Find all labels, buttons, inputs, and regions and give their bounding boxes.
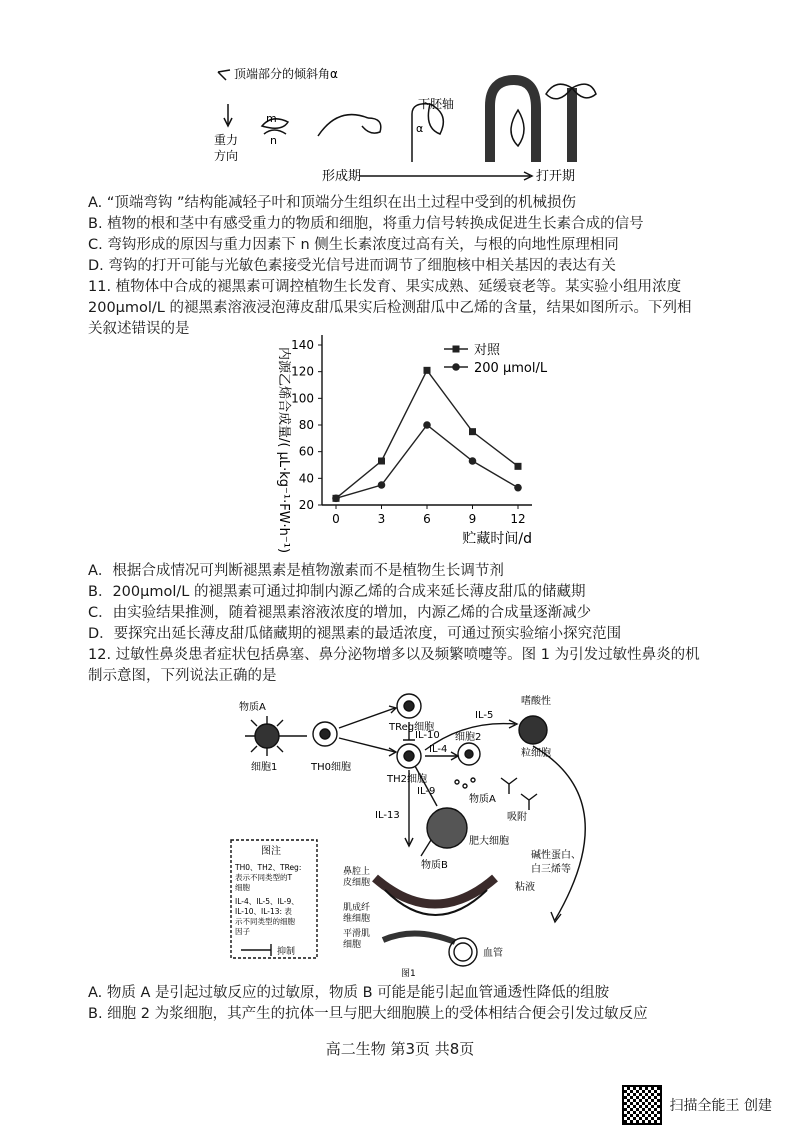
fig3-epithelial-1: 鼻腔上	[343, 867, 371, 877]
x-tick-label: 9	[468, 512, 477, 526]
data-point-circle	[469, 457, 477, 465]
fig3-adsorb: 吸附	[507, 812, 527, 823]
fig3-legend-il-2: IL-10、IL-13: 表	[235, 907, 292, 916]
q10-option-b: B. 植物的根和茎中有感受重力的物质和细胞，将重力信号转换成促进生长素合成的信号	[88, 216, 644, 232]
q10-option-a: A. “顶端弯钩 ”结构能减轻子叶和顶端分生组织在出土过程中受到的机械损伤	[88, 195, 577, 211]
q11-option-a: A．根据合成情况可判断褪黑素是植物激素而不是植物生长调节剂	[88, 563, 504, 579]
legend-label: 对照	[474, 343, 501, 358]
data-point-circle	[514, 484, 522, 492]
y-tick-label: 40	[298, 471, 314, 486]
q12-stem-2: 制示意图，下列说法正确的是	[88, 668, 277, 684]
x-tick-label: 6	[423, 512, 431, 526]
fig3-legend-il-1: IL-4、IL-5、IL-9、	[235, 897, 299, 906]
q11-option-d: D．要探究出延长薄皮甜瓜储藏期的褪黑素的最适浓度，可通过预实验缩小探究范围	[88, 626, 622, 642]
fig3-smooth-2: 细胞	[343, 940, 362, 950]
scanner-label: 扫描全能王 创建	[669, 1098, 772, 1114]
data-point-square	[469, 428, 476, 435]
fig3-il10: IL-10	[415, 730, 440, 741]
fig3-legend-il-3: 示不同类型的细胞	[235, 917, 295, 926]
fig1-top-label: 顶端部分的倾斜角α	[234, 67, 338, 81]
fig3-il4: IL-4	[429, 744, 448, 755]
y-tick-label: 140	[291, 338, 314, 352]
y-axis-label: 内源乙烯合成量/( μL·kg⁻¹·FW·h⁻¹)	[276, 347, 291, 554]
page-footer: 高二生物 第3页 共8页	[325, 1040, 475, 1058]
scanner-watermark	[622, 1085, 772, 1125]
q11-option-c: C．由实验结果推测，随着褪黑素溶液浓度的增加，内源乙烯的合成量逐渐减少	[88, 605, 592, 621]
y-tick-label: 60	[298, 444, 314, 459]
legend-square	[453, 346, 460, 353]
fig3-substance-b: 物质B	[421, 860, 448, 871]
antibody-2	[521, 794, 537, 810]
fig3-substance-a2: 物质A	[469, 794, 496, 805]
fig3-basic-protein-2: 白三烯等	[531, 864, 571, 875]
fig3-legend-il-4: 因子	[235, 927, 250, 936]
apical-hook-figure	[200, 66, 600, 190]
q12-option-b: B. 细胞 2 为浆细胞，其产生的抗体一旦与肥大细胞膜上的受体相结合便会引发过敏反应	[88, 1006, 648, 1022]
fig1-gravity-label-2: 方向	[214, 149, 239, 163]
legend-circle	[452, 363, 460, 371]
fig3-fibroblast-2: 维细胞	[343, 914, 371, 924]
fig3-il13: IL-13	[375, 810, 400, 821]
smooth-muscle-shape	[383, 933, 455, 942]
fig3-epithelial-2: 皮细胞	[343, 878, 371, 888]
antibody-1	[501, 778, 517, 794]
fig3-cell2: 细胞2	[455, 732, 482, 743]
fig1-stage-formation: 形成期	[322, 169, 362, 184]
fig3-vessel: 血管	[483, 948, 503, 959]
q12-stem-1: 12. 过敏性鼻炎患者症状包括鼻塞、鼻分泌物增多以及频繁喷嚏等。图 1 为引发过敏性鼻炎的机	[88, 647, 700, 663]
fig3-legend-t-1: TH0、TH2、TReg:	[235, 863, 302, 872]
q11-stem-3: 关叙述错误的是	[88, 321, 190, 337]
mast-cell-shape	[427, 808, 467, 848]
fig3-smooth-1: 平滑肌	[343, 929, 371, 939]
long-arrow	[533, 746, 585, 920]
y-tick-label: 20	[298, 498, 314, 512]
y-tick-label: 100	[291, 391, 314, 406]
fig3-eosinophil-1: 嗜酸性	[521, 696, 551, 707]
q12-option-a: A. 物质 A 是引起过敏反应的过敏原，物质 B 可能是能引起血管通透性降低的组胺	[88, 985, 610, 1001]
q11-stem-2: 200μmol/L 的褪黑素溶液浸泡薄皮甜瓜果实后检测甜瓜中乙烯的含量，结果如图所示。下列相	[88, 300, 692, 316]
data-point-square	[424, 367, 431, 374]
vessel-shape	[449, 938, 477, 966]
q11-stem-1: 11. 植物体中合成的褪黑素可调控植物生长发育、果实成熟、延缓衰老等。某实验小组用浓度	[88, 279, 682, 295]
qr-code-icon	[622, 1085, 662, 1125]
fig3-mast: 肥大细胞	[469, 836, 509, 847]
fig3-fibroblast-1: 肌成纤	[343, 903, 371, 913]
cell1-shape	[255, 724, 279, 748]
fig1-n: n	[270, 134, 277, 147]
fig1-alpha: α	[416, 122, 424, 135]
data-point-circle	[332, 495, 340, 503]
seedling-2	[318, 115, 368, 136]
fig3-basic-protein-1: 碱性蛋白、	[531, 850, 581, 861]
fig3-eosinophil-2: 粒细胞	[521, 748, 551, 759]
x-tick-label: 12	[510, 512, 526, 526]
data-point-circle	[378, 481, 386, 489]
fig3-th2: TH2细胞	[387, 774, 427, 785]
data-point-circle	[423, 421, 431, 429]
fig1-gravity-label-1: 重力	[214, 133, 239, 147]
q11-option-b: B．200μmol/L 的褪黑素可通过抑制内源乙烯的合成来延长薄皮甜瓜的储藏期	[88, 584, 586, 600]
fig1-hypocotyl: 下胚轴	[418, 97, 455, 111]
fig3-cell1: 细胞1	[251, 762, 278, 773]
angle-mark	[218, 72, 226, 80]
q10-option-d: D. 弯钩的打开可能与光敏色素接受光信号进而调节了细胞核中相关基因的表达有关	[88, 258, 616, 274]
series-line	[336, 370, 518, 498]
fig3-il9: IL-9	[417, 786, 436, 797]
fig3-legend-t-2: 表示不同类型的T	[235, 873, 293, 882]
ethylene-line-chart	[262, 325, 562, 555]
fig3-il5: IL-5	[475, 710, 494, 721]
epithelium-shape	[375, 878, 495, 904]
fig3-mucus: 粘液	[515, 882, 535, 893]
fig1-stage-open: 打开期	[536, 169, 576, 184]
fig3-treg: TReg细胞	[389, 722, 435, 733]
y-tick-label: 80	[298, 418, 314, 432]
q10-option-c: C. 弯钩形成的原因与重力因素下 n 侧生长素浓度过高有关，与根的向地性原理相同	[88, 237, 619, 253]
x-tick-label: 0	[332, 512, 340, 526]
fig3-substance-a: 物质A	[239, 702, 266, 713]
x-tick-label: 3	[377, 512, 386, 526]
allergy-mechanism-figure	[225, 690, 625, 980]
data-point-square	[515, 463, 522, 470]
fig3-legend-title: 图注	[261, 846, 281, 857]
data-point-square	[378, 458, 385, 465]
fig3-legend-inhibit: 抑制	[277, 947, 296, 957]
fig3-caption: 图1	[401, 969, 416, 979]
fig1-m: m	[266, 112, 277, 125]
series-line	[336, 425, 518, 498]
fig3-th0: TH0细胞	[311, 762, 351, 773]
y-tick-label: 120	[291, 364, 314, 379]
fig3-legend-t-3: 细胞	[235, 883, 250, 892]
eosinophil-shape	[519, 716, 547, 744]
x-axis-label: 贮藏时间/d	[462, 531, 532, 547]
legend-label: 200 μmol/L	[474, 361, 548, 376]
